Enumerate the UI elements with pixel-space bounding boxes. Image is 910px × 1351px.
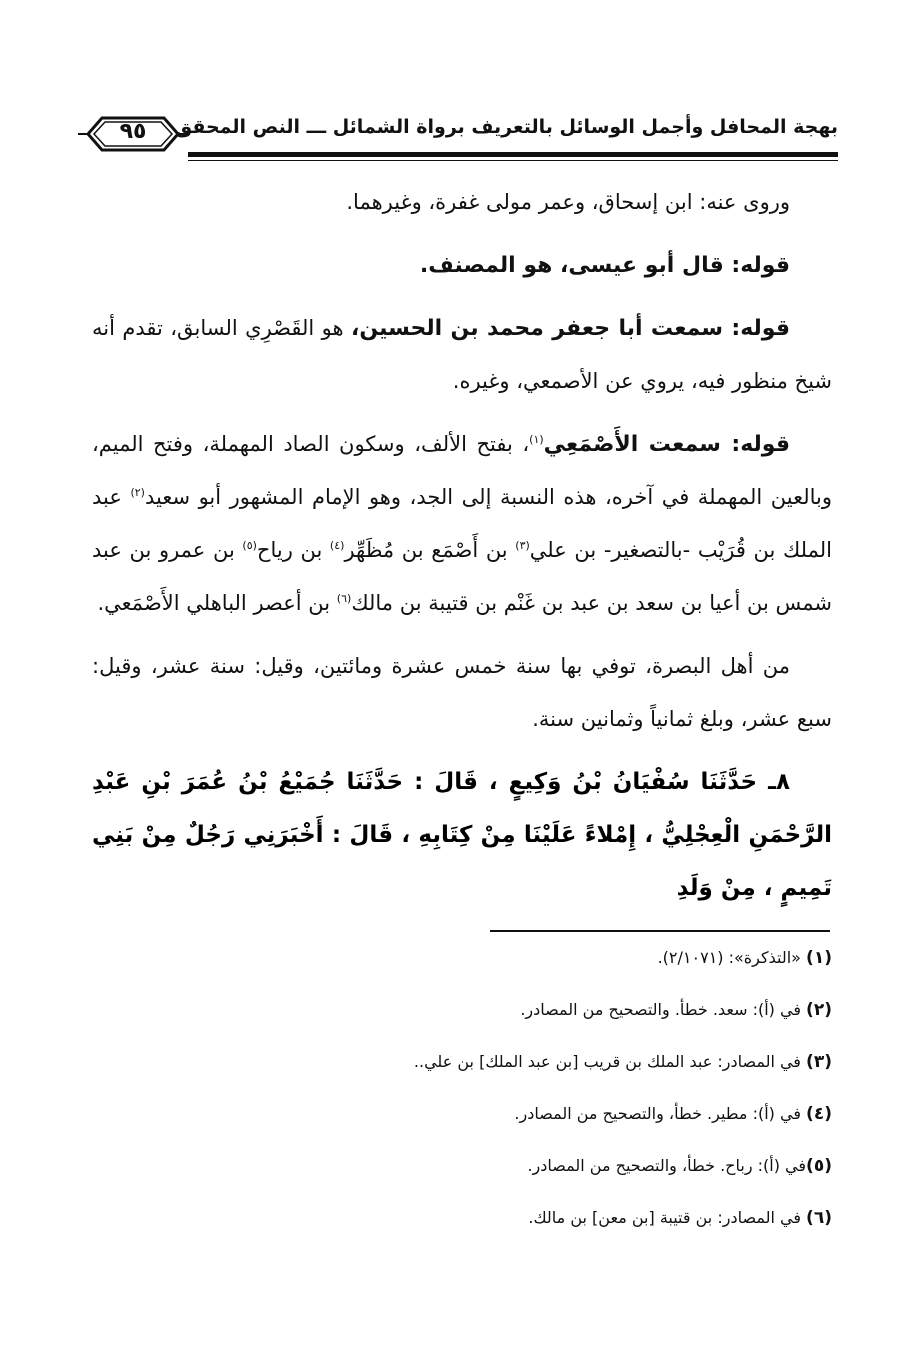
paragraph-text: بن أَصْمَع بن مُظَهِّر	[344, 538, 516, 562]
footnote-ref[interactable]: (٥)	[242, 539, 257, 552]
footnote-text: في (أ): سعد. خطأ. والتصحيح من المصادر.	[520, 1000, 807, 1019]
footnote-number: (٢)	[806, 1000, 832, 1020]
footnote-ref[interactable]: (٢)	[130, 486, 145, 499]
paragraph	[92, 302, 832, 408]
footnote-ref[interactable]: (١)	[529, 433, 544, 446]
footnote	[200, 940, 832, 992]
footnote-ref[interactable]: (٣)	[515, 539, 530, 552]
paragraph-text: بن أعصر الباهلي الأَصْمَعي.	[97, 591, 337, 615]
footnote-text: «التذكرة»: (٢/١٠٧١).	[657, 948, 807, 967]
footnote	[200, 1148, 832, 1200]
footnote	[200, 1096, 832, 1148]
footnotes	[200, 940, 832, 1252]
footnote-number: (١)	[806, 948, 832, 968]
paragraph-text: هو القَصْرِي السابق، تقدم أنه شيخ منظور فيه، يروي عن الأصمعي، وغيره.	[92, 316, 832, 393]
footnote	[200, 992, 832, 1044]
footnote-text: في المصادر: عبد الملك بن قريب [بن عبد الملك] بن علي..	[413, 1052, 807, 1071]
paragraph-text: ، بفتح الألف، وسكون الصاد المهملة، وفتح الميم، وبالعين المهملة في آخره، هذه النسبة إلى الجد، وهو الإمام المشهور أبو سعيد	[92, 432, 832, 509]
header-rule	[188, 152, 838, 157]
paragraph-lead: قوله: سمعت الأَصْمَعِي	[543, 432, 790, 457]
footnote-text: في (أ): رباح. خطأ، والتصحيح من المصادر.	[527, 1156, 807, 1175]
paragraph	[92, 640, 832, 746]
hadith-paragraph	[92, 756, 832, 915]
footnote-ref[interactable]: (٤)	[329, 539, 345, 552]
paragraph-text: بن عمرو بن عبد شمس بن أعيا بن سعد بن عبد بن غَنْم بن قتيبة بن مالك	[92, 538, 832, 615]
footnote	[200, 1044, 832, 1096]
paragraph	[92, 239, 832, 292]
footnote-text: في المصادر: بن قتيبة [بن معن] بن مالك.	[528, 1208, 807, 1227]
footnote-number: (٥)	[806, 1156, 832, 1176]
hadith-text: ٨ـ حَدَّثَنَا سُفْيَانُ بْنُ وَكِيعٍ ، قَالَ : حَدَّثَنَا جُمَيْعُ بْنُ عُمَرَ بْنِ عَبْدِ الرَّحْمَنِ الْعِجْلِيُّ ، إِمْلاءً عَلَيْنَا مِنْ كِتَابِهِ ، قَالَ : أَخْبَرَنِي رَجُلٌ مِنْ بَنِي تَمِيمٍ ، مِنْ وَلَدِ	[92, 769, 832, 901]
paragraph-text: من أهل البصرة، توفي بها سنة خمس عشرة ومائتين، وقيل: سنة عشر، وقيل: سبع عشر، وبلغ ثمانياً وثمانين سنة.	[92, 654, 832, 731]
paragraph	[92, 418, 832, 630]
paragraph-lead: قوله: سمعت أبا جعفر محمد بن الحسين،	[350, 316, 791, 341]
footnote-ref[interactable]: (٦)	[336, 592, 352, 605]
footnote-separator	[490, 930, 830, 932]
header-rule-thin	[188, 160, 838, 161]
page-number: ٩٥	[119, 119, 147, 144]
page-number-badge	[78, 114, 188, 154]
paragraph-text: بن رياح	[256, 538, 330, 562]
footnote-text: في (أ): مطير. خطأ، والتصحيح من المصادر.	[514, 1104, 807, 1123]
paragraph-text: عبد الملك بن قُرَيْب -بالتصغير- بن علي	[92, 485, 833, 562]
paragraph-lead: قوله: قال أبو عيسى، هو المصنف.	[419, 253, 790, 278]
footnote-number: (٦)	[806, 1208, 832, 1228]
paragraph	[92, 176, 832, 229]
footnote-number: (٣)	[806, 1052, 832, 1072]
running-title: بهجة المحافل وأجمل الوسائل بالتعريف برواة الشمائل ـــ النص المحقق	[175, 116, 838, 138]
footnote	[200, 1200, 832, 1252]
page-header	[78, 112, 838, 160]
paragraph-text: وروى عنه: ابن إسحاق، وعمر مولى غفرة، وغيرهما.	[346, 190, 790, 214]
footnote-number: (٤)	[806, 1104, 832, 1124]
main-text	[92, 176, 832, 925]
